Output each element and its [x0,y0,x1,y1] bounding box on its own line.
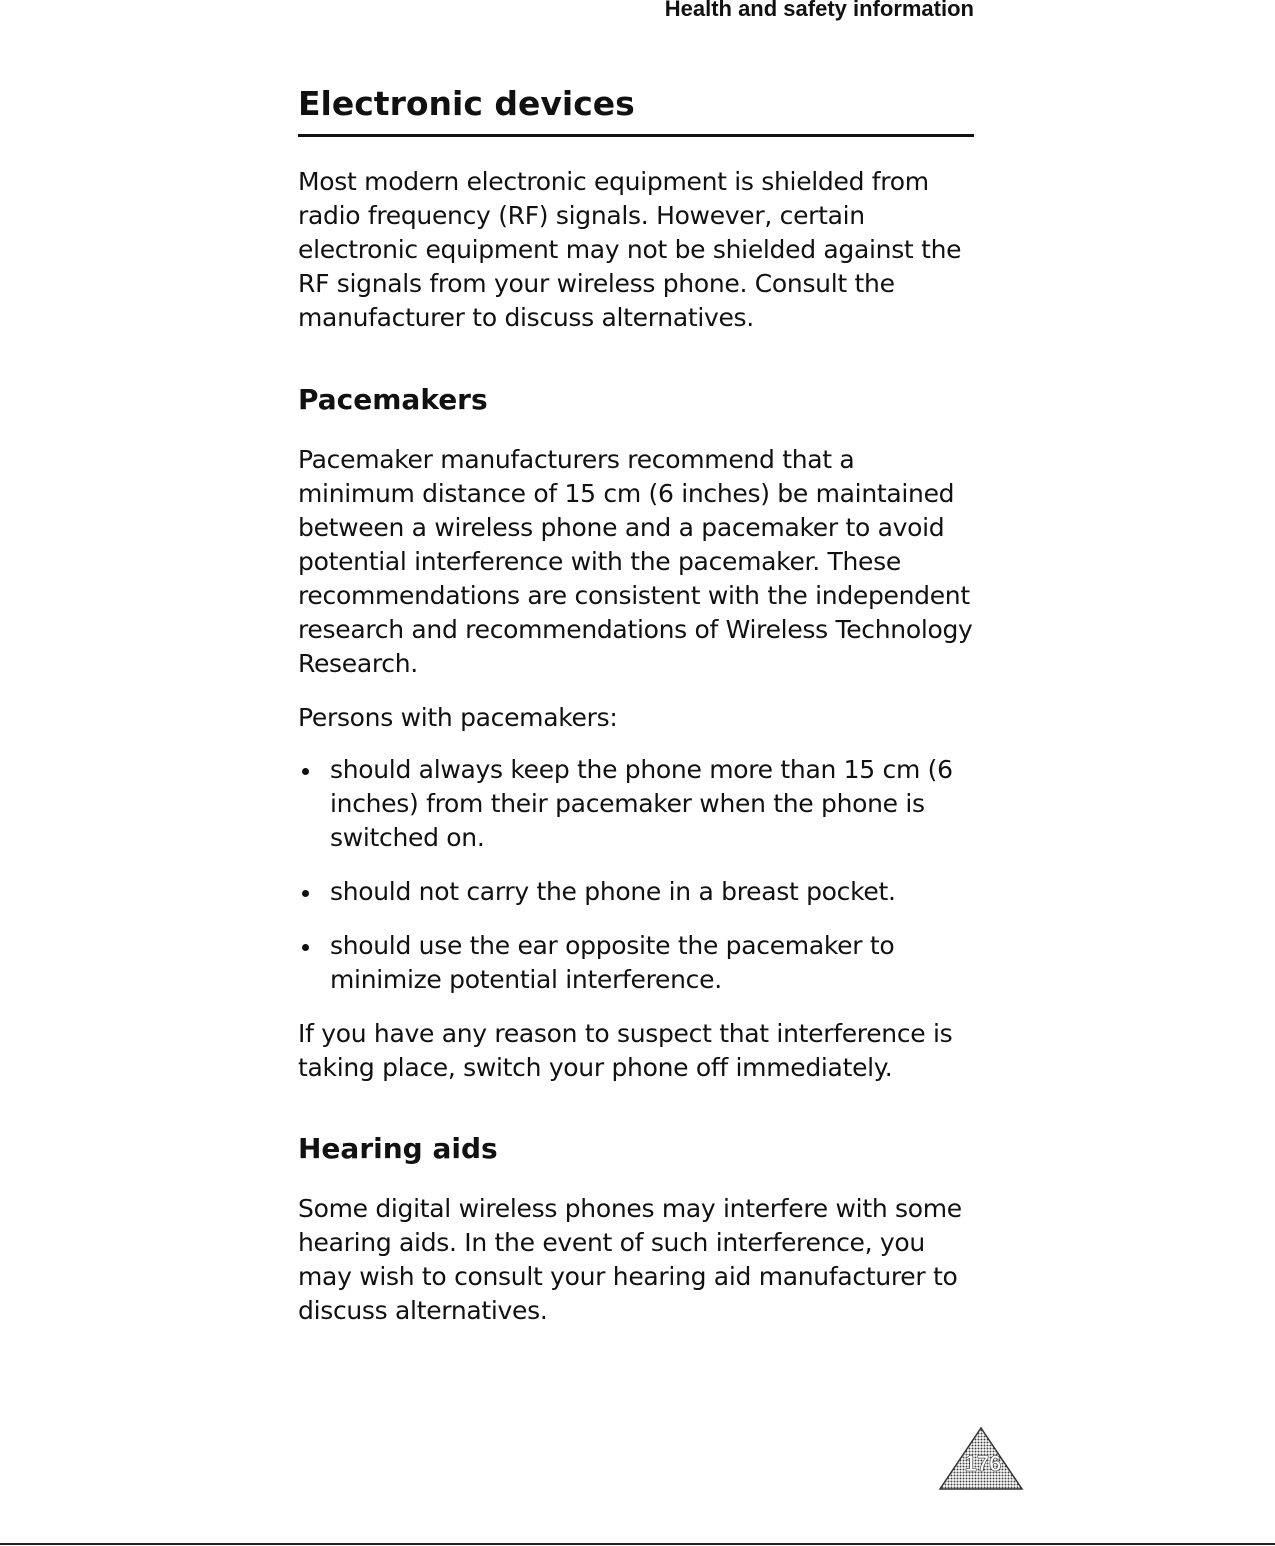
list-item [298,753,978,855]
list-item [298,929,978,997]
intro-paragraph: Most modern electronic equipment is shielded from radio frequency (RF) signals. However, certain electronic equipment may not be shielded against the RF signals from your wireless phone. Consult the manufacturer to discuss alternatives. [298,167,962,332]
pacemakers-heading: Pacemakers [298,383,488,416]
bullet-icon [302,890,309,897]
bullet-icon [302,944,309,951]
section-title: Electronic devices [298,82,974,137]
bottom-divider [0,1543,1275,1545]
hearing-aids-heading: Hearing aids [298,1132,498,1165]
page-content [298,82,978,1328]
pacemakers-paragraph: Pacemaker manufacturers recommend that a minimum distance of 15 cm (6 inches) be maintained between a wireless phone and a pacemaker to avoid potential interference with the pacemaker. These recommendations are consistent with the independent research and recommendations of Wireless Technology Research. [298,445,973,678]
running-header: Health and safety information [664,0,974,21]
suspect-paragraph: If you have any reason to suspect that interference is taking place, switch your phone off immediately. [298,1019,953,1082]
hearing-aids-paragraph: Some digital wireless phones may interfere with some hearing aids. In the event of such interference, you may wish to consult your hearing aid manufacturer to discuss alternatives. [298,1194,962,1325]
list-item [298,875,978,909]
persons-lead: Persons with pacemakers: [298,703,618,732]
bullet-icon [302,768,309,775]
page-number: 176 [964,1451,1002,1476]
pacemaker-bullet-list [298,753,978,997]
list-item-text: should always keep the phone more than 15 cm (6 inches) from their pacemaker when the phone is switched on. [330,755,953,852]
list-item-text: should not carry the phone in a breast pocket. [330,877,896,906]
list-item-text: should use the ear opposite the pacemaker to minimize potential interference. [330,931,895,994]
